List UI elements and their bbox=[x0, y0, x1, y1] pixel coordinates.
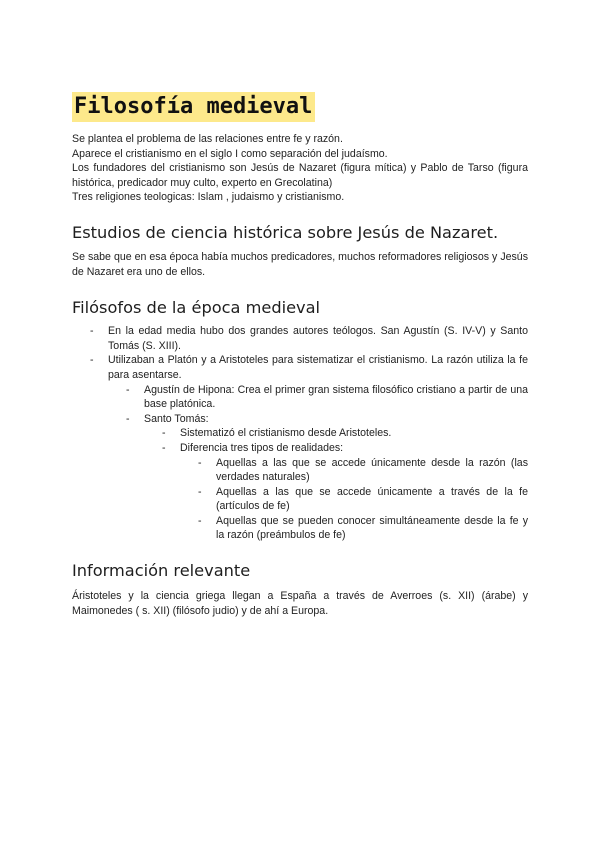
estudios-text: Se sabe que en esa época había muchos predicadores, muchos reformadores religiosos y Jesús de Nazaret era uno de ellos. bbox=[72, 250, 528, 278]
list-item bbox=[198, 514, 528, 543]
sublist-realidades bbox=[180, 456, 528, 544]
bullet-dash: - bbox=[198, 485, 202, 498]
document-page bbox=[72, 92, 528, 618]
list-item-text: Aquellas a las que se accede únicamente a través de la fe (artículos de fe) bbox=[216, 485, 528, 513]
intro-line-3: Los fundadores del cristianismo son Jesús de Nazaret (figura mítica) y Pablo de Tarso (figura histórica, predicador muy culto, experto en Grecolatina) bbox=[72, 162, 528, 189]
list-item bbox=[198, 456, 528, 485]
intro-line-1: Se plantea el problema de las relaciones entre fe y razón. bbox=[72, 133, 343, 145]
list-item bbox=[126, 412, 528, 543]
intro-block bbox=[72, 132, 528, 205]
heading-informacion: Información relevante bbox=[72, 561, 251, 581]
list-item-text: Diferencia tres tipos de realidades: bbox=[180, 441, 344, 454]
list-item-text: Sistematizó el cristianismo desde Aristoteles. bbox=[180, 427, 392, 440]
list-item-text: Aquellas a las que se accede únicamente desde la razón (las verdades naturales) bbox=[216, 456, 528, 484]
bullet-dash: - bbox=[126, 412, 130, 425]
intro-line-2: Aparece el cristianismo en el siglo I como separación del judaísmo. bbox=[72, 147, 388, 160]
sublist-tomas bbox=[144, 426, 528, 543]
page-title: Filosofía medieval bbox=[72, 92, 315, 122]
list-item bbox=[162, 441, 528, 543]
sublist-autores bbox=[108, 383, 528, 544]
bullet-dash: - bbox=[198, 456, 202, 469]
bullet-dash: - bbox=[90, 354, 94, 367]
list-item-text: Santo Tomás: bbox=[144, 412, 209, 425]
heading-filosofos: Filósofos de la época medieval bbox=[72, 298, 321, 318]
heading-estudios: Estudios de ciencia histórica sobre Jesús de Nazaret. bbox=[72, 222, 499, 242]
list-item-text: Utilizaban a Platón y a Aristoteles para sistematizar el cristianismo. La razón utiliza la fe para asentarse. bbox=[108, 354, 528, 381]
list-item-text: En la edad media hubo dos grandes autores teólogos. San Agustín (S. IV-V) y Santo Tomás (S. XIII). bbox=[108, 325, 528, 352]
list-item bbox=[90, 324, 528, 353]
informacion-text: Áristoteles y la ciencia griega llegan a España a través de Averroes (s. XII) (árabe) y Maimonedes ( s. XII) (filósofo judio) y de ahí a Europa. bbox=[72, 590, 528, 617]
list-item-text: Aquellas que se pueden conocer simultáneamente desde la fe y la razón (preámbulos de fe) bbox=[216, 514, 528, 542]
list-item bbox=[162, 426, 528, 441]
bullet-dash: - bbox=[90, 325, 94, 338]
bullet-dash: - bbox=[162, 441, 166, 454]
list-item bbox=[198, 485, 528, 514]
filosofos-list bbox=[72, 324, 528, 543]
list-item bbox=[126, 383, 528, 412]
bullet-dash: - bbox=[126, 383, 130, 396]
intro-line-4: Tres religiones teologicas: Islam , judaismo y cristianismo. bbox=[72, 191, 345, 204]
list-item bbox=[90, 353, 528, 543]
bullet-dash: - bbox=[162, 427, 166, 440]
list-item-text: Agustín de Hipona: Crea el primer gran sistema filosófico cristiano a partir de una base platónica. bbox=[144, 383, 528, 411]
bullet-dash: - bbox=[198, 514, 202, 527]
